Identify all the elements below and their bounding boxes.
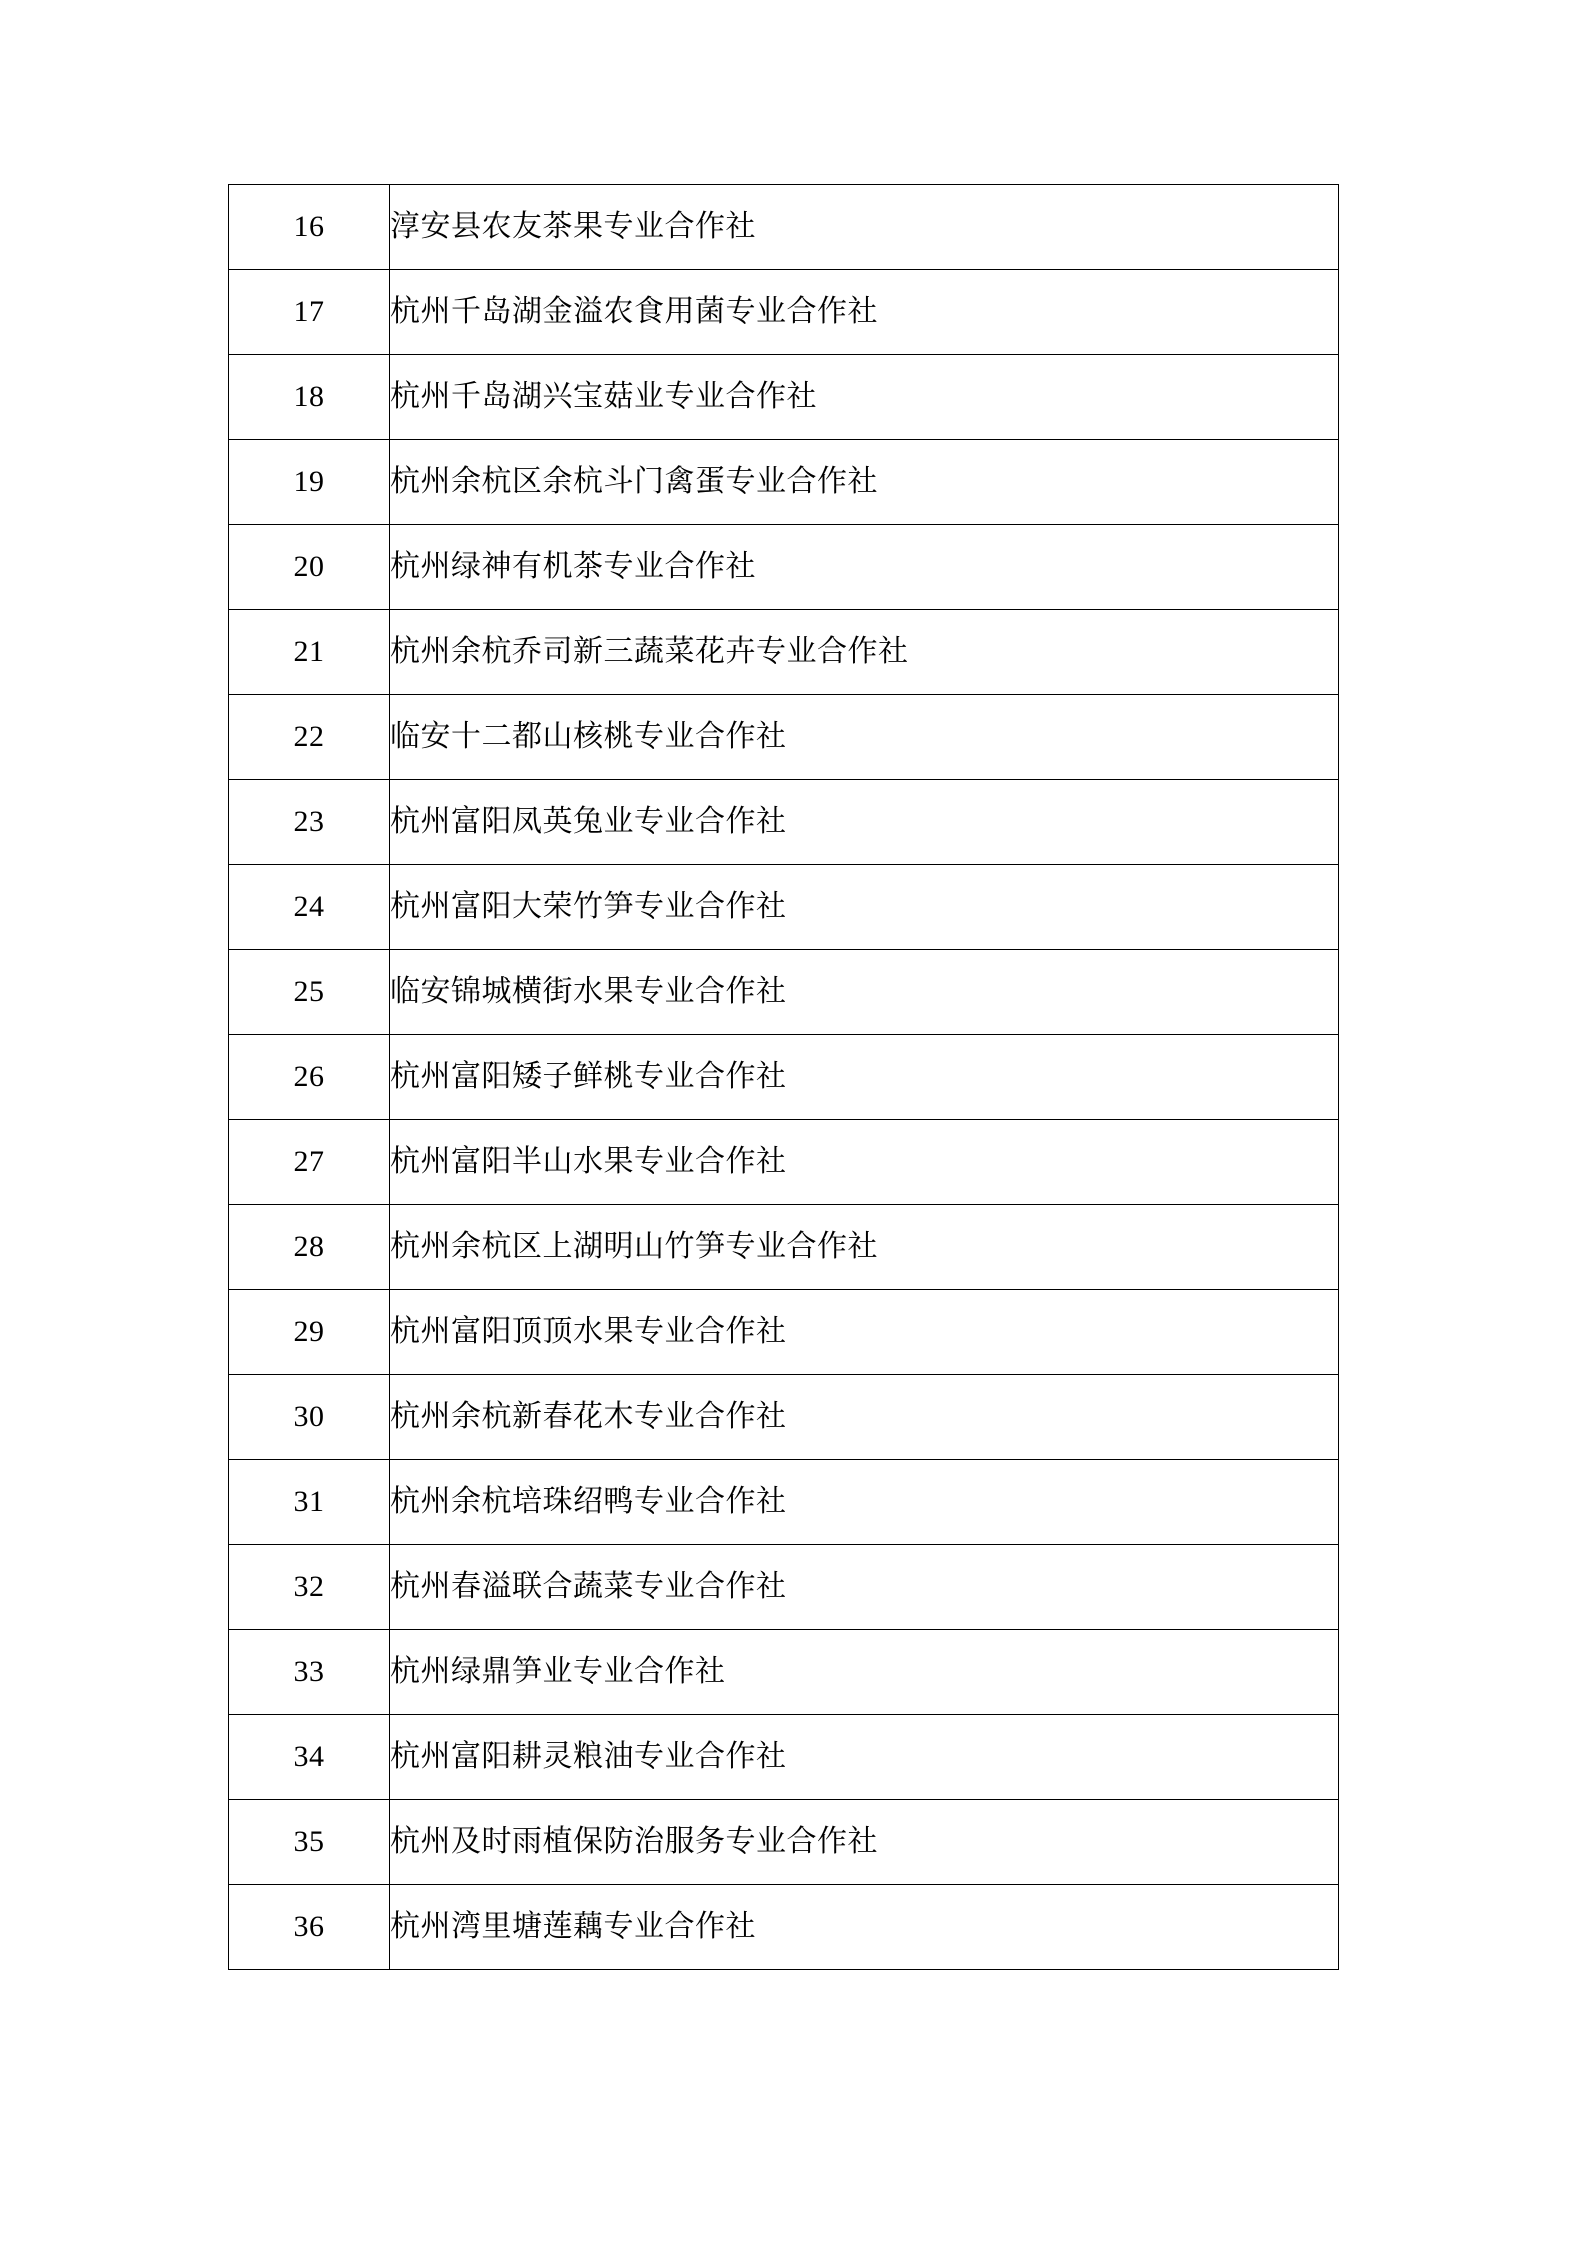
row-name-cell xyxy=(390,355,1339,440)
row-name-text: 杭州余杭区上湖明山竹笋专业合作社 xyxy=(390,1230,878,1263)
row-index-cell xyxy=(229,1460,390,1545)
row-index-text: 35 xyxy=(293,1825,325,1858)
row-name-text: 杭州余杭区余杭斗门禽蛋专业合作社 xyxy=(390,465,878,498)
row-name-text: 淳安县农友茶果专业合作社 xyxy=(390,210,756,243)
row-index-text: 32 xyxy=(293,1570,325,1603)
row-index-text: 30 xyxy=(293,1400,325,1433)
table-row xyxy=(229,695,1339,780)
row-index-text: 34 xyxy=(293,1740,325,1773)
row-index-text: 16 xyxy=(293,210,325,243)
row-index-cell xyxy=(229,1885,390,1970)
row-index-cell xyxy=(229,1035,390,1120)
row-name-cell xyxy=(390,1120,1339,1205)
row-name-text: 杭州余杭乔司新三蔬菜花卉专业合作社 xyxy=(390,635,909,668)
row-index-text: 18 xyxy=(293,380,325,413)
row-index-cell xyxy=(229,610,390,695)
row-index-text: 21 xyxy=(293,635,325,668)
table-row xyxy=(229,950,1339,1035)
row-name-text: 杭州富阳大荣竹笋专业合作社 xyxy=(390,890,787,923)
table-row xyxy=(229,1120,1339,1205)
table-row xyxy=(229,525,1339,610)
table-row xyxy=(229,610,1339,695)
row-index-text: 22 xyxy=(293,720,325,753)
row-name-text: 杭州富阳半山水果专业合作社 xyxy=(390,1145,787,1178)
row-index-text: 36 xyxy=(293,1910,325,1943)
row-name-text: 杭州湾里塘莲藕专业合作社 xyxy=(390,1910,756,1943)
row-name-cell xyxy=(390,1800,1339,1885)
row-name-cell xyxy=(390,1375,1339,1460)
row-index-cell xyxy=(229,525,390,610)
row-index-cell xyxy=(229,695,390,780)
row-index-cell xyxy=(229,1800,390,1885)
row-name-cell xyxy=(390,1545,1339,1630)
row-name-cell xyxy=(390,1290,1339,1375)
table-row xyxy=(229,440,1339,525)
row-index-cell xyxy=(229,185,390,270)
row-index-text: 17 xyxy=(293,295,325,328)
row-name-text: 杭州富阳耕灵粮油专业合作社 xyxy=(390,1740,787,1773)
table-row xyxy=(229,1460,1339,1545)
row-name-text: 杭州富阳顶顶水果专业合作社 xyxy=(390,1315,787,1348)
row-index-text: 24 xyxy=(293,890,325,923)
cooperatives-table-wrapper xyxy=(228,184,1336,1970)
table-row xyxy=(229,865,1339,950)
table-body xyxy=(229,185,1339,1970)
table-row xyxy=(229,1375,1339,1460)
row-index-cell xyxy=(229,440,390,525)
row-index-cell xyxy=(229,270,390,355)
row-index-cell xyxy=(229,1630,390,1715)
row-name-cell xyxy=(390,270,1339,355)
row-index-cell xyxy=(229,865,390,950)
row-name-text: 杭州千岛湖金溢农食用菌专业合作社 xyxy=(390,295,878,328)
table-row xyxy=(229,185,1339,270)
row-index-text: 23 xyxy=(293,805,325,838)
row-index-cell xyxy=(229,1375,390,1460)
row-name-text: 杭州千岛湖兴宝菇业专业合作社 xyxy=(390,380,817,413)
row-index-cell xyxy=(229,950,390,1035)
row-index-text: 27 xyxy=(293,1145,325,1178)
table-row xyxy=(229,1205,1339,1290)
table-row xyxy=(229,780,1339,865)
row-name-cell xyxy=(390,185,1339,270)
row-name-cell xyxy=(390,1460,1339,1545)
row-name-cell xyxy=(390,610,1339,695)
row-name-text: 临安十二都山核桃专业合作社 xyxy=(390,720,787,753)
row-name-cell xyxy=(390,1885,1339,1970)
row-index-cell xyxy=(229,1715,390,1800)
row-name-text: 杭州富阳凤英兔业专业合作社 xyxy=(390,805,787,838)
row-name-cell xyxy=(390,1715,1339,1800)
row-name-text: 临安锦城横街水果专业合作社 xyxy=(390,975,787,1008)
row-index-text: 31 xyxy=(293,1485,325,1518)
table-row xyxy=(229,1800,1339,1885)
row-name-cell xyxy=(390,950,1339,1035)
row-index-cell xyxy=(229,1545,390,1630)
row-name-cell xyxy=(390,1035,1339,1120)
row-name-text: 杭州余杭培珠绍鸭专业合作社 xyxy=(390,1485,787,1518)
row-name-cell xyxy=(390,440,1339,525)
table-row xyxy=(229,270,1339,355)
row-index-cell xyxy=(229,1120,390,1205)
row-name-cell xyxy=(390,1205,1339,1290)
row-name-text: 杭州余杭新春花木专业合作社 xyxy=(390,1400,787,1433)
row-index-cell xyxy=(229,1205,390,1290)
row-index-text: 28 xyxy=(293,1230,325,1263)
cooperatives-table xyxy=(228,184,1339,1970)
row-index-cell xyxy=(229,780,390,865)
table-row xyxy=(229,1035,1339,1120)
table-row xyxy=(229,1715,1339,1800)
row-index-cell xyxy=(229,1290,390,1375)
row-name-cell xyxy=(390,525,1339,610)
row-index-text: 29 xyxy=(293,1315,325,1348)
row-index-text: 26 xyxy=(293,1060,325,1093)
row-name-text: 杭州绿神有机茶专业合作社 xyxy=(390,550,756,583)
row-index-text: 33 xyxy=(293,1655,325,1688)
row-index-text: 25 xyxy=(293,975,325,1008)
row-index-text: 20 xyxy=(293,550,325,583)
row-name-cell xyxy=(390,865,1339,950)
row-index-text: 19 xyxy=(293,465,325,498)
table-row xyxy=(229,1290,1339,1375)
table-row xyxy=(229,355,1339,440)
table-row xyxy=(229,1545,1339,1630)
row-name-cell xyxy=(390,1630,1339,1715)
row-index-cell xyxy=(229,355,390,440)
row-name-text: 杭州富阳矮子鲜桃专业合作社 xyxy=(390,1060,787,1093)
row-name-text: 杭州绿鼎笋业专业合作社 xyxy=(390,1655,726,1688)
table-row xyxy=(229,1630,1339,1715)
row-name-cell xyxy=(390,780,1339,865)
row-name-text: 杭州春溢联合蔬菜专业合作社 xyxy=(390,1570,787,1603)
row-name-text: 杭州及时雨植保防治服务专业合作社 xyxy=(390,1825,878,1858)
table-row xyxy=(229,1885,1339,1970)
row-name-cell xyxy=(390,695,1339,780)
